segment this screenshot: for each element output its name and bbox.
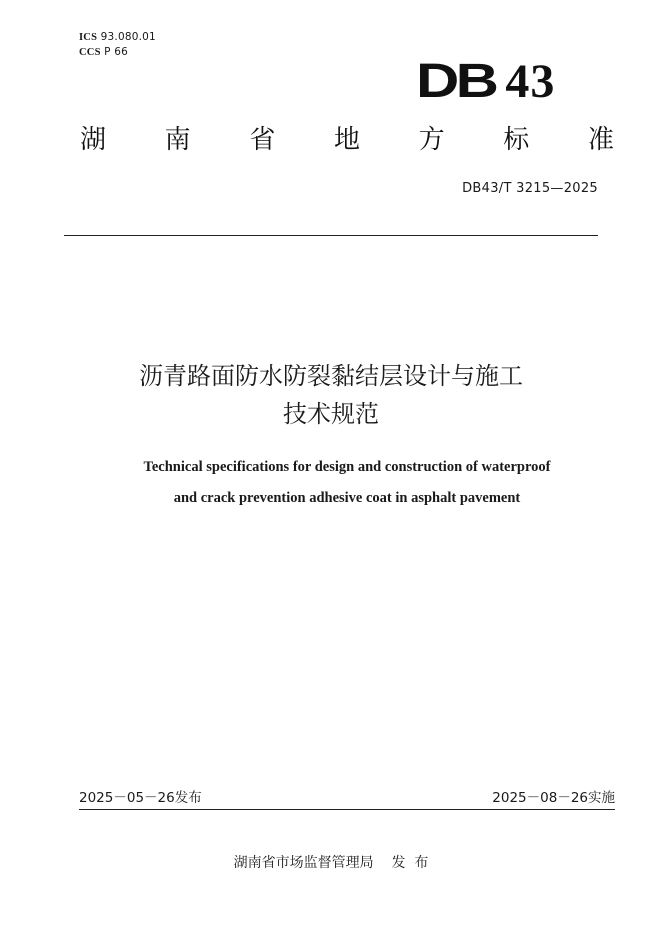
english-title: [0, 452, 662, 514]
chinese-title-line-2: 技术规范: [283, 400, 379, 428]
logo-db-text: DB: [416, 55, 496, 108]
ics-line: [79, 30, 156, 45]
ics-label: ICS: [79, 32, 98, 43]
standard-number: DB43/T 3215—2025: [462, 181, 598, 196]
bottom-divider: [79, 809, 615, 810]
issue-date: 2025－05－26发布: [79, 790, 202, 806]
chinese-title-line-1: 沥青路面防水防裂黏结层设计与施工: [139, 362, 523, 390]
implementation-date: 2025－08－26实施: [492, 790, 615, 806]
db43-logo: [416, 55, 555, 109]
standard-type-char: 准: [587, 125, 614, 155]
top-divider: [64, 235, 598, 236]
classification-codes: [79, 30, 156, 60]
ics-code: 93.080.01: [100, 31, 156, 43]
standard-type-char: 湖: [80, 125, 107, 155]
standard-type-char: 方: [418, 125, 445, 155]
english-title-line-1: Technical specifications for design and construction of waterproof: [143, 459, 551, 475]
logo-number-text: 43: [505, 55, 556, 108]
standard-type-char: 标: [503, 125, 530, 155]
issuing-authority: 湖南省市场监督管理局 发 布: [233, 855, 429, 871]
ccs-code: P 66: [104, 46, 128, 58]
english-title-line-2: and crack prevention adhesive coat in asphalt pavement: [173, 490, 521, 506]
standard-type-char: 地: [333, 125, 360, 155]
date-row: [79, 788, 615, 808]
standard-type-char: 南: [164, 125, 191, 155]
standard-type-char: 省: [249, 125, 276, 155]
standard-type-heading: [80, 122, 614, 158]
chinese-title: [0, 357, 662, 433]
ccs-label: CCS: [79, 47, 101, 58]
ccs-line: [79, 45, 156, 60]
